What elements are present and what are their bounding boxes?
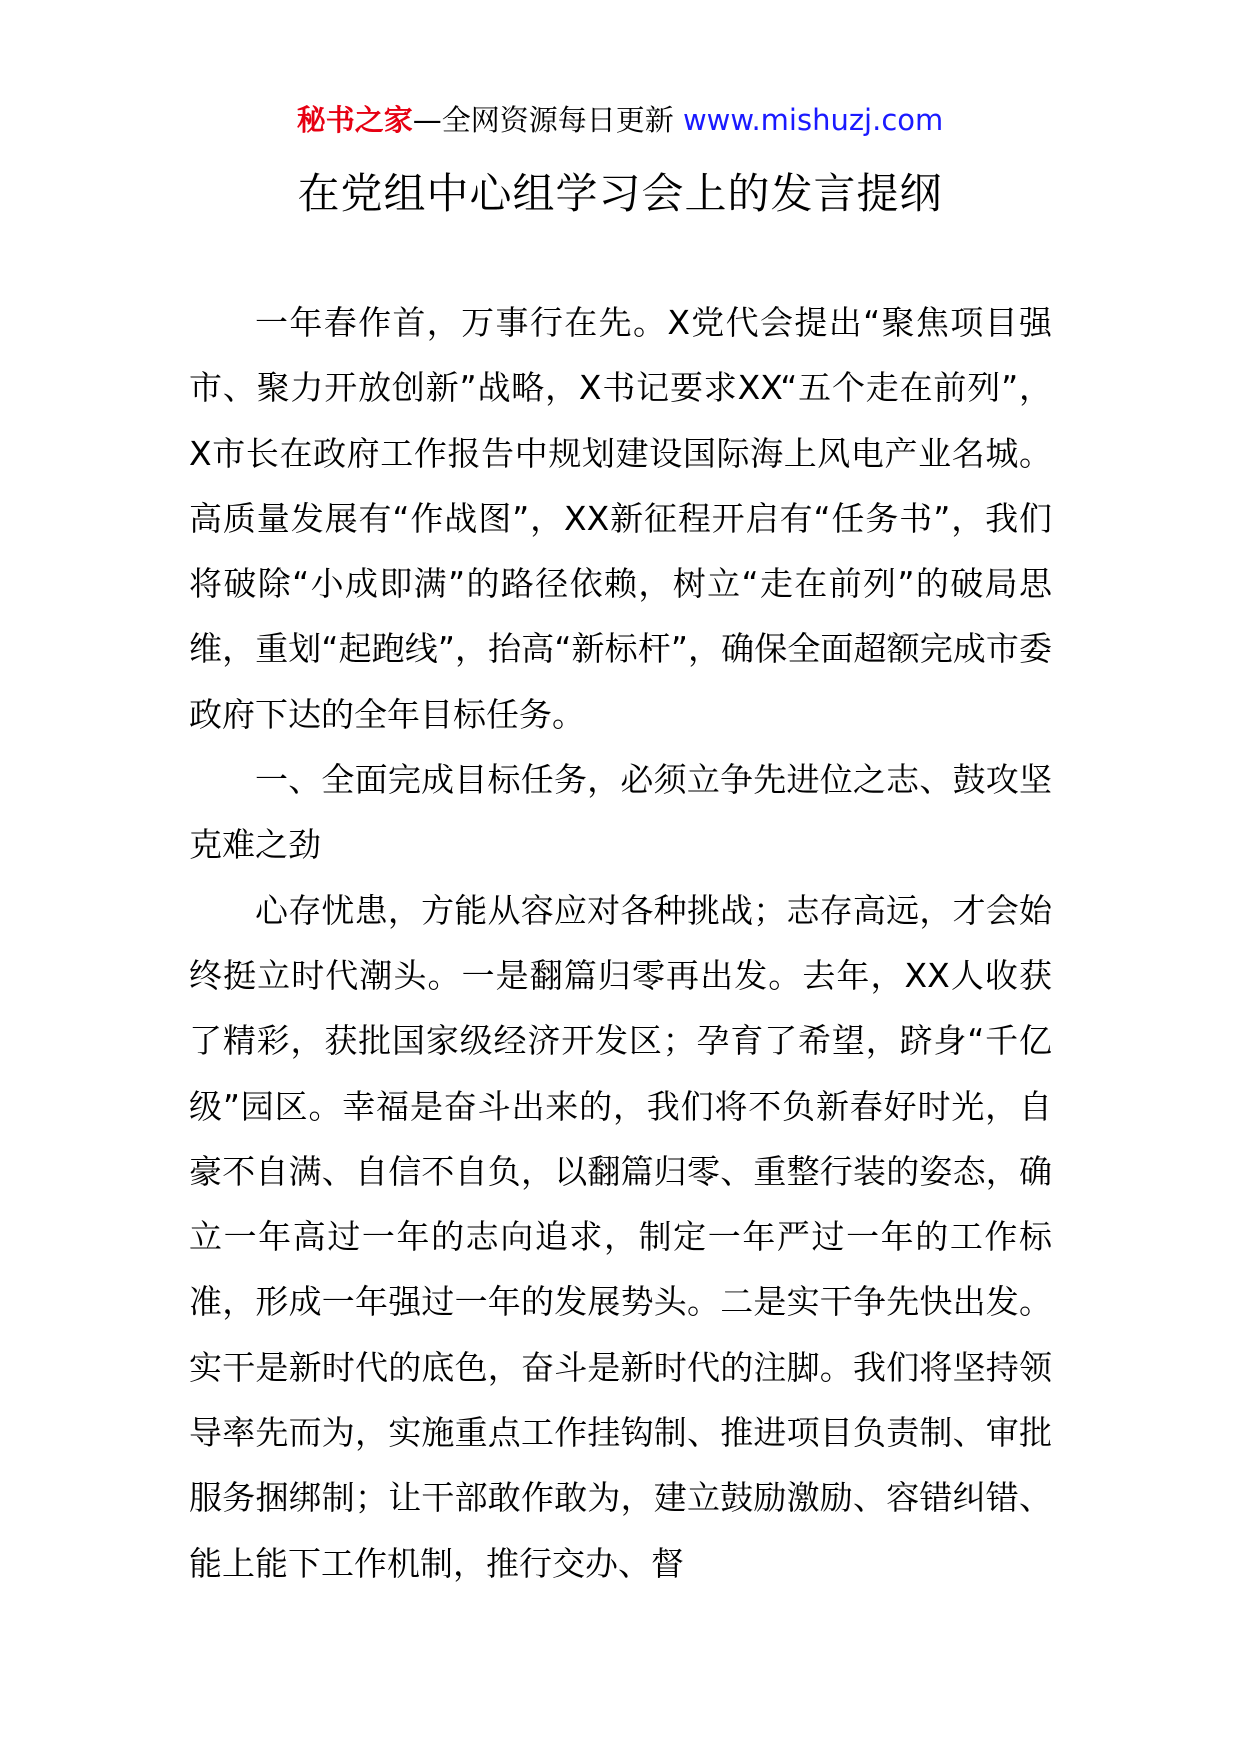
section-1-heading: 一、全面完成目标任务，必须立争先进位之志、鼓攻坚克难之劲 [189, 760, 1052, 865]
section-1-paragraph: 心存忧患，方能从容应对各种挑战；志存高远，才会始终挺立时代潮头。一是翻篇归零再出发。去年，XX人收获了精彩，获批国家级经济开发区；孕育了希望，跻身“千亿级”园区。幸福是奋斗出来的，我们将不负新春好时光，自豪不自满、自信不自负，以翻篇归零、重整行装的姿态，确立一年高过一年的志向追求，制定一年严过一年的工作标准，形成一年强过一年的发展势头。二是实干争先快出发。实干是新时代的底色，奋斗是新时代的注脚。我们将坚持领导率先而为，实施重点工作挂钩制、推进项目负责制、审批服务捆绑制；让干部敢作敢为，建立鼓励激励、容错纠错、能上能下工作机制，推行交办、督 [189, 890, 1052, 1583]
brand-name: 秘书之家 [296, 103, 413, 137]
site-header [0, 100, 1240, 140]
document-title: 在党组中心组学习会上的发言提纲 [297, 169, 943, 218]
intro-paragraph: 一年春作首，万事行在先。X党代会提出“聚焦项目强市、聚力开放创新”战略，X书记要求XX“五个走在前列”，X市长在政府工作报告中规划建设国际海上风电产业名城。高质量发展有“作战图”，XX新征程开启有“任务书”，我们将破除“小成即满”的路径依赖，树立“走在前列”的破局思维，重划“起跑线”，抬高“新标杆”，确保全面超额完成市委政府下达的全年目标任务。 [189, 303, 1052, 734]
document-body [189, 290, 1052, 1596]
header-slogan: —全网资源每日更新 [412, 103, 674, 137]
site-url: www.mishuzj.com [682, 103, 944, 137]
